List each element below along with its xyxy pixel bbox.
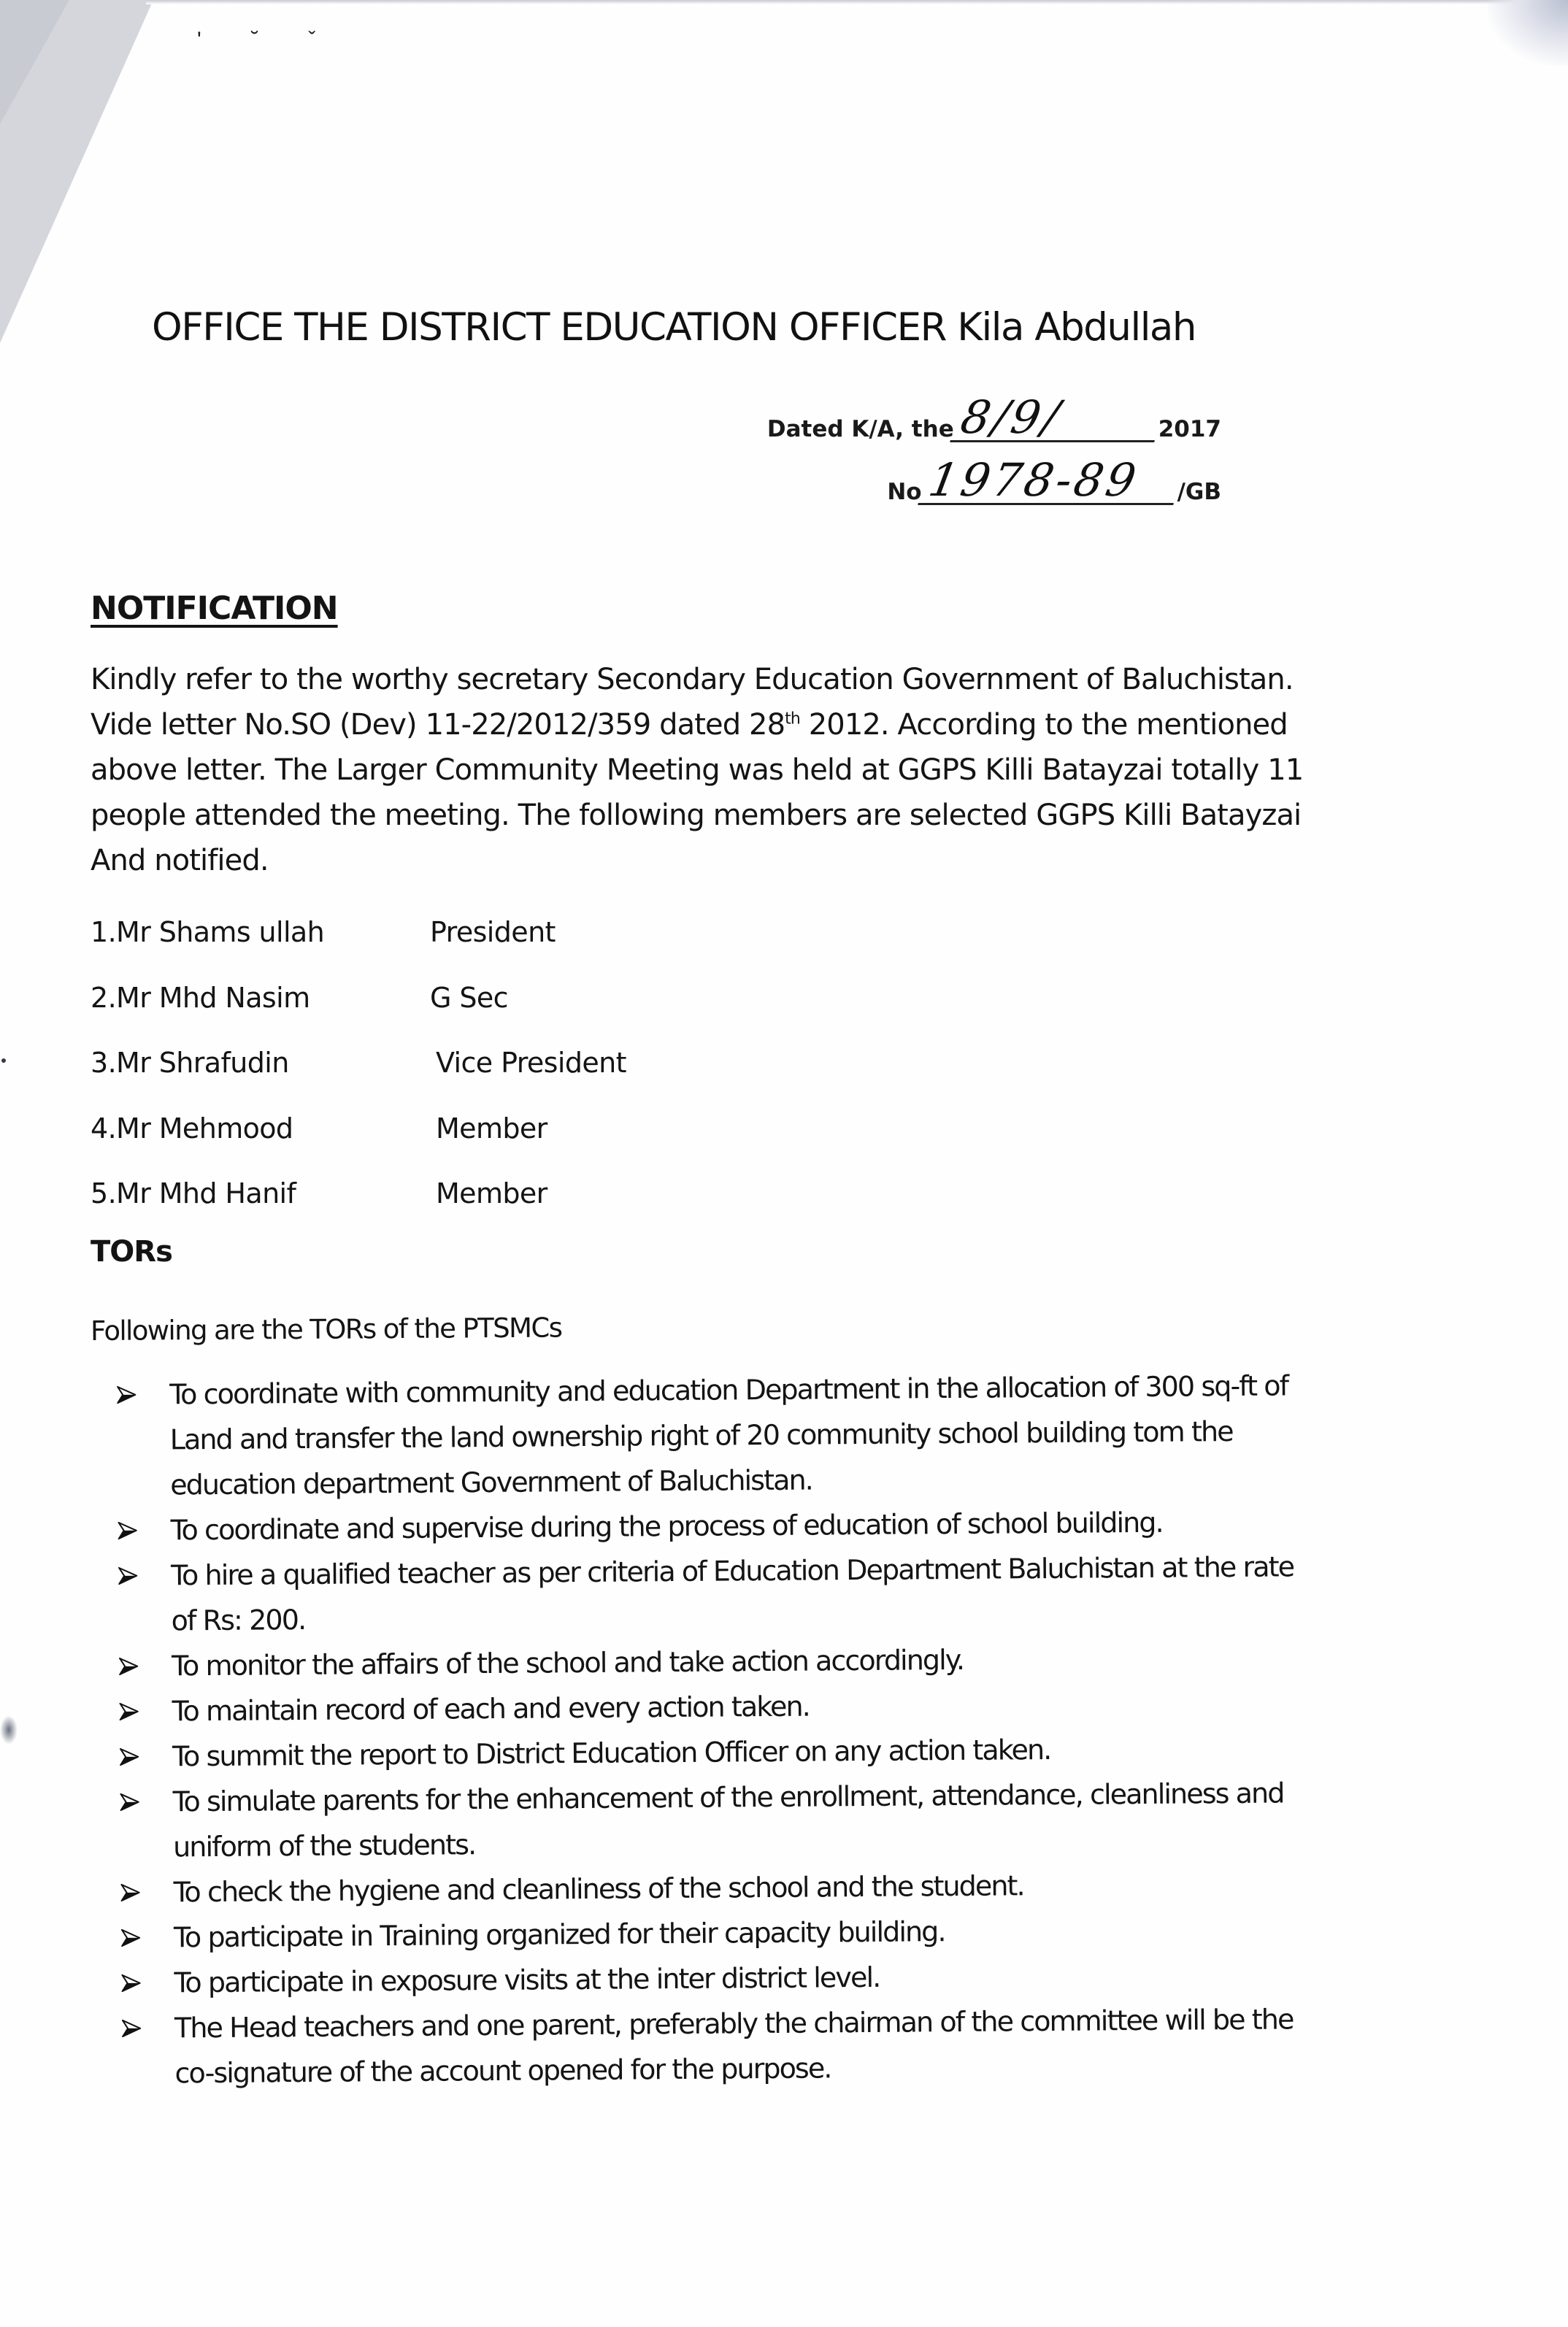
tor-line: To coordinate with community and education Department in the allocation of 300 sq-ft of (169, 1369, 1288, 1411)
member-name: 4.Mr Mehmood (91, 1112, 293, 1145)
arrowhead-bullet-icon (118, 1567, 137, 1585)
member-role: President (430, 916, 556, 948)
tor-line: of Rs: 200. (171, 1603, 306, 1637)
paragraph-line: And notified. (91, 844, 269, 877)
scan-corner-smudge (1488, 0, 1568, 66)
member-row (91, 1047, 820, 1112)
tors-intro: Following are the TORs of the PTSMCs (90, 1312, 562, 1347)
date-line (767, 380, 1221, 442)
member-role: Member (436, 1177, 547, 1209)
scan-top-edge (146, 0, 1568, 4)
committee-members-list (91, 916, 820, 1243)
notification-heading: NOTIFICATION (91, 590, 338, 627)
number-label: No (887, 479, 922, 505)
handwritten-reference-number: 1978-89 (918, 458, 1181, 505)
paragraph-line: people attended the meeting. The following members are selected GGPS Killi Batayzai (91, 799, 1302, 832)
paragraph-line-tail: 2012. According to the mentioned (799, 708, 1288, 742)
tor-item (120, 1769, 1376, 1870)
paragraph-line-text: Vide letter No.SO (Dev) 11-22/2012/359 dated 28 (91, 708, 785, 742)
tors-list (117, 1362, 1378, 2096)
tor-line: education department Government of Baluchistan. (170, 1463, 813, 1501)
stray-ink-marks: ' ˘ ˇ (197, 28, 338, 52)
dated-year: 2017 (1158, 416, 1221, 442)
tor-line: To hire a qualified teacher as per criteria of Education Department Baluchistan at the rate (171, 1550, 1294, 1592)
member-name: 5.Mr Mhd Hanif (91, 1177, 296, 1209)
number-suffix: /GB (1177, 479, 1221, 505)
handwritten-date: 8/9/ (950, 395, 1162, 442)
tor-line: To check the hygiene and cleanliness of the school and the student. (173, 1869, 1024, 1909)
ordinal-superscript: th (785, 709, 800, 728)
member-row (91, 1112, 820, 1178)
arrowhead-bullet-icon (119, 1658, 138, 1675)
tor-line: uniform of the students. (172, 1828, 476, 1863)
scan-corner-shadow-inner (0, 0, 69, 124)
arrowhead-bullet-icon (122, 2020, 141, 2037)
tor-line: co-signature of the account opened for the purpose. (174, 2052, 831, 2090)
tor-line: The Head teachers and one parent, preferably the chairman of the committee will be the (174, 2003, 1294, 2045)
member-row (91, 982, 820, 1047)
arrowhead-bullet-icon (121, 1884, 140, 1901)
member-role: Member (436, 1112, 547, 1145)
tor-line: To monitor the affairs of the school and take action accordingly. (171, 1643, 964, 1682)
reference-number-line (767, 442, 1221, 505)
tor-line: To summit the report to District Education Officer on any action taken. (172, 1733, 1051, 1773)
paragraph-line (91, 702, 1331, 747)
tors-heading: TORs (91, 1235, 172, 1269)
member-name: 3.Mr Shrafudin (91, 1047, 289, 1079)
tor-line: To coordinate and supervise during the process of education of school building. (170, 1506, 1163, 1547)
member-row (91, 916, 820, 982)
tor-line: Land and transfer the land ownership right of 20 community school building tom the (169, 1415, 1233, 1456)
tor-line: To participate in Training organized for their capacity building. (173, 1915, 945, 1954)
tor-line: To maintain record of each and every action taken. (172, 1690, 810, 1728)
tor-item (122, 1996, 1378, 2096)
tor-line: To participate in exposure visits at the inter district level. (174, 1961, 880, 1999)
reference-block (767, 380, 1221, 505)
member-name: 2.Mr Mhd Nasim (91, 981, 310, 1014)
tor-item (117, 1362, 1373, 1508)
member-row (91, 1177, 820, 1243)
dated-label: Dated K/A, the (766, 416, 954, 442)
arrowhead-bullet-icon (120, 1703, 139, 1720)
arrowhead-bullet-icon (120, 1748, 139, 1766)
tor-item (118, 1543, 1375, 1644)
office-title: OFFICE THE DISTRICT EDUCATION OFFICER Kila Abdullah (152, 305, 1196, 350)
arrowhead-bullet-icon (118, 1522, 137, 1539)
paragraph-line: Kindly refer to the worthy secretary Secondary Education Government of Baluchistan. (91, 663, 1294, 696)
arrowhead-bullet-icon (121, 1929, 140, 1947)
arrowhead-bullet-icon (120, 1793, 139, 1811)
member-name: 1.Mr Shams ullah (91, 916, 325, 948)
member-role: G Sec (430, 981, 508, 1014)
stray-ink-dot (1, 1058, 6, 1063)
tor-line: To simulate parents for the enhancement of the enrollment, attendance, cleanliness and (172, 1777, 1284, 1818)
member-role: Vice President (436, 1047, 626, 1079)
arrowhead-bullet-icon (121, 1974, 140, 1992)
notification-paragraph (91, 657, 1331, 883)
arrowhead-bullet-icon (117, 1386, 136, 1404)
paragraph-line: above letter. The Larger Community Meeting was held at GGPS Killi Batayzai totally 11 (91, 753, 1304, 787)
scan-left-smudge (0, 1715, 18, 1745)
